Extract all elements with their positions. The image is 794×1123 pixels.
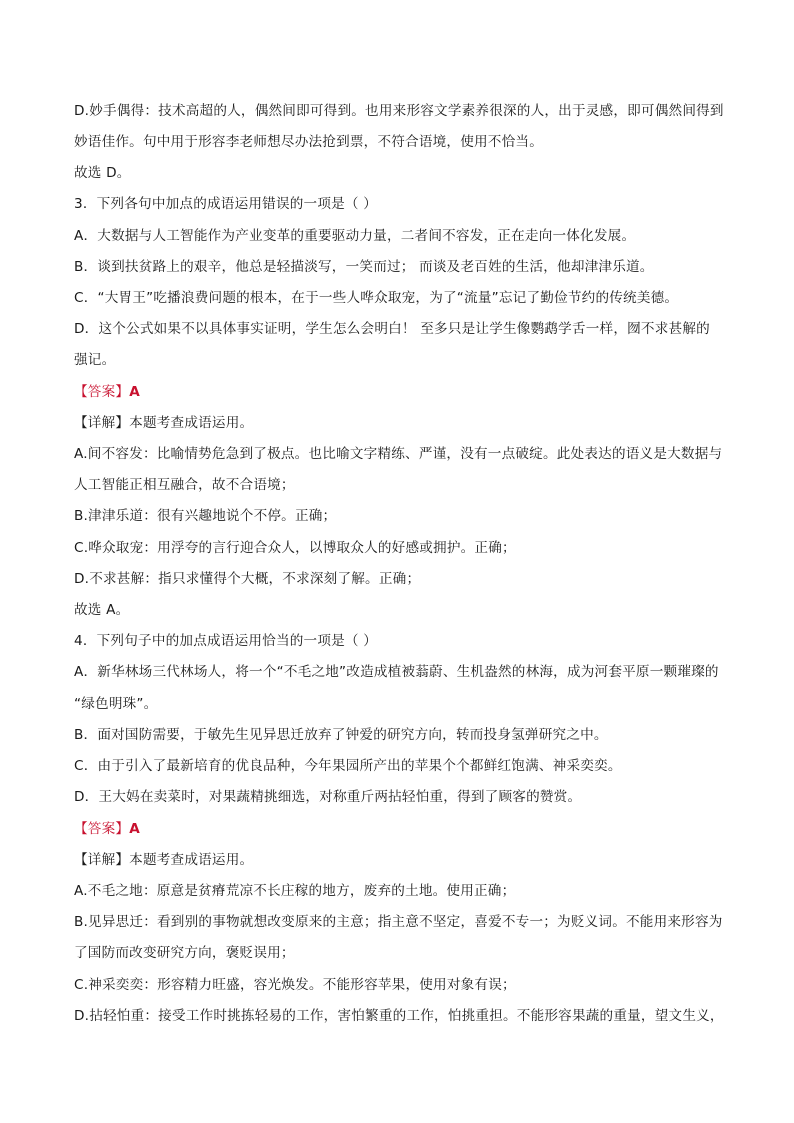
answer-label: 【答案】: [74, 384, 130, 400]
answer-value: A: [129, 384, 140, 400]
text-line: 故选 A。: [74, 602, 130, 618]
text-line: B.见异思迁：看到别的事物就想改变原来的主意；指主意不坚定，喜爱不专一；为贬义词。不能用来形容为: [74, 914, 723, 930]
text-line: 故选 D。: [74, 165, 131, 181]
question-4-stem: 4．下列句子中的加点成语运用恰当的一项是（ ）: [74, 633, 378, 649]
question-3-option-a: A．大数据与人工智能作为产业变革的重要驱动力量，二者间不容发，正在走向一体化发展。: [74, 228, 636, 244]
text-line: 人工智能正相互融合，故不合语境；: [74, 477, 295, 493]
text-line: D.妙手偶得：技术高超的人，偶然间即可得到。也用来形容文学素养很深的人，出于灵感，即可偶然间得到: [74, 103, 724, 119]
text-line: D.拈轻怕重：接受工作时挑拣轻易的工作，害怕繁重的工作，怕挑重担。不能形容果蔬的重量，望文生义，: [74, 1008, 724, 1024]
text-line: 妙语佳作。句中用于形容李老师想尽办法抢到票，不符合语境，使用不恰当。: [74, 134, 543, 150]
text-line: A.间不容发：比喻情势危急到了极点。也比喻文字精练、严谨，没有一点破绽。此处表达的语义是大数据与: [74, 446, 723, 462]
text-line: C.神采奕奕：形容精力旺盛，容光焕发。不能形容苹果，使用对象有误；: [74, 977, 516, 993]
question-4-option-b: B．面对国防需要，于敏先生见异思迁放弃了钟爱的研究方向，转而投身氢弹研究之中。: [74, 727, 608, 743]
answer-value: A: [129, 821, 140, 837]
explanation-heading: 【详解】本题考查成语运用。: [74, 852, 254, 868]
answer-line-q4: [74, 819, 734, 839]
answer-label: 【答案】: [74, 821, 130, 837]
question-3-stem: 3．下列各句中加点的成语运用错误的一项是（ ）: [74, 196, 378, 212]
text-line: 了国防而改变研究方向，褒贬误用；: [74, 945, 295, 961]
text-line: C.哗众取宠：用浮夸的言行迎合众人，以博取众人的好感或拥护。正确；: [74, 540, 516, 556]
question-3-option-c: C．“大胃王”吃播浪费问题的根本，在于一些人哗众取宠，为了“流量”忘记了勤俭节约的传统美德。: [74, 290, 679, 306]
answer-line-q3: [74, 382, 734, 402]
text-line: D.不求甚解：指只求懂得个大概，不求深刻了解。正确；: [74, 571, 421, 587]
explanation-heading: 【详解】本题考查成语运用。: [74, 415, 254, 431]
question-4-option-c: C．由于引入了最新培育的优良品种，今年果园所产出的苹果个个都鲜红饱满、神采奕奕。: [74, 758, 622, 774]
text-line: “绿色明珠”。: [74, 696, 158, 712]
question-3-option-b: B．谈到扶贫路上的艰辛，他总是轻描淡写，一笑而过； 而谈及老百姓的生活，他却津津乐道。: [74, 259, 654, 275]
text-line: B.津津乐道：很有兴趣地说个不停。正确；: [74, 508, 337, 524]
question-4-option-a: A．新华林场三代林场人，将一个“不毛之地”改造成植被蓊蔚、生机盎然的林海，成为河套平原一颗璀璨的: [74, 664, 719, 680]
text-line: 强记。: [74, 352, 116, 368]
question-3-option-d: D．这个公式如果不以具体事实证明，学生怎么会明白！ 至多只是让学生像鹦鹉学舌一样，囫不求甚解的: [74, 321, 710, 337]
question-4-option-d: D．王大妈在卖菜时，对果蔬精挑细选，对称重斤两拈轻怕重，得到了顾客的赞赏。: [74, 789, 582, 805]
text-line: A.不毛之地：原意是贫瘠荒凉不长庄稼的地方，废弃的土地。使用正确；: [74, 883, 516, 899]
